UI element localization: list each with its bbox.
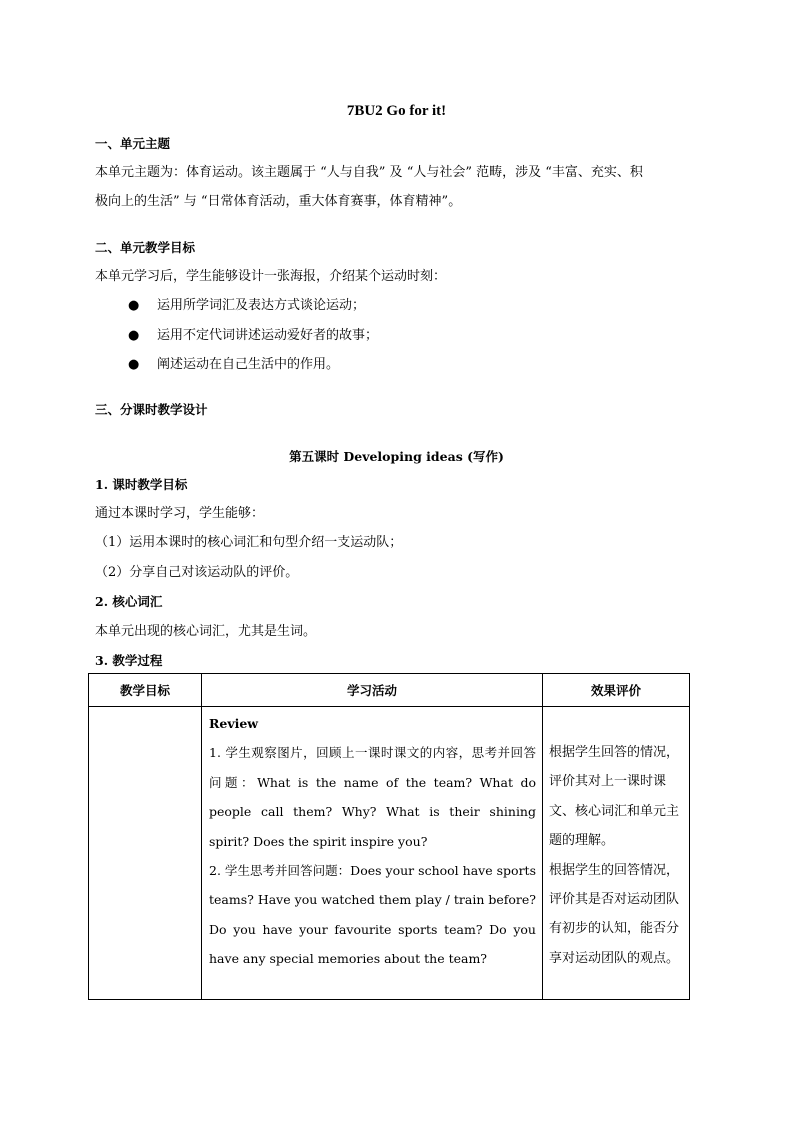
goal-item-2: （2）分享自己对该运动队的评价。: [95, 565, 299, 580]
evaluation-item-1: 根据学生回答的情况，评价其对上一课时课文、核心词汇和单元主题的理解。: [549, 745, 680, 849]
bullet-icon: ●: [128, 357, 140, 372]
table-border: [88, 706, 690, 707]
activity-item-1: 1. 学生观察图片，回顾上一课时课文的内容，思考并回答问题：What is the name of the team? What do people call them? Why? What is their shining spirit? Does the spirit inspire you?: [209, 745, 536, 849]
table-border: [88, 673, 89, 1000]
objective-item: 阐述运动在自己生活中的作用。: [157, 357, 340, 372]
bullet-icon: ●: [128, 298, 140, 313]
vocab-heading: 2. 核心词汇: [95, 594, 163, 609]
objectives-intro: 本单元学习后，学生能够设计一张海报，介绍某个运动时刻：: [95, 269, 447, 284]
table-border: [201, 673, 202, 1000]
bullet-icon: ●: [128, 328, 140, 343]
theme-text-line-1: 本单元主题为：体育运动。该主题属于 “人与自我” 及 “人与社会” 范畴，涉及 “丰富、充实、积: [95, 165, 643, 180]
table-header-activity: 学习活动: [346, 682, 397, 698]
process-heading: 3. 教学过程: [95, 653, 163, 668]
document-title: 7BU2 Go for it!: [346, 103, 447, 119]
objective-item: 运用不定代词讲述运动爱好者的故事；: [157, 328, 379, 343]
evaluation-cell: [549, 738, 686, 973]
section-heading-objectives: 二、单元教学目标: [95, 240, 196, 255]
vocab-text: 本单元出现的核心词汇，尤其是生词。: [95, 624, 317, 639]
goals-intro: 通过本课时学习，学生能够：: [95, 506, 265, 521]
lesson-title: 第五课时 Developing ideas (写作): [289, 449, 504, 464]
activity-review-label: Review: [209, 716, 259, 731]
evaluation-item-2: 根据学生的回答情况，评价其是否对运动团队有初步的认知，能否分享对运动团队的观点。: [549, 862, 680, 966]
table-border: [689, 673, 690, 1000]
activity-cell: [209, 709, 536, 974]
goal-item-1: （1）运用本课时的核心词汇和句型介绍一支运动队；: [95, 535, 403, 550]
theme-text-line-2: 极向上的生活” 与 “日常体育活动，重大体育赛事，体育精神”。: [95, 194, 462, 209]
table-border: [542, 673, 543, 1000]
table-border: [88, 999, 690, 1000]
table-header-evaluation: 效果评价: [590, 682, 641, 698]
section-heading-lesson-design: 三、分课时教学设计: [95, 402, 208, 417]
objective-item: 运用所学词汇及表达方式谈论运动；: [157, 298, 366, 313]
activity-item-2: 2. 学生思考并回答问题：Does your school have sports teams? Have you watched them play / train before? Do you have your favourite sports team? Do you have any special memories about the team?: [209, 863, 536, 967]
table-header-goal: 教学目标: [119, 682, 170, 698]
goals-heading: 1. 课时教学目标: [95, 477, 188, 492]
section-heading-theme: 一、单元主题: [95, 136, 171, 151]
